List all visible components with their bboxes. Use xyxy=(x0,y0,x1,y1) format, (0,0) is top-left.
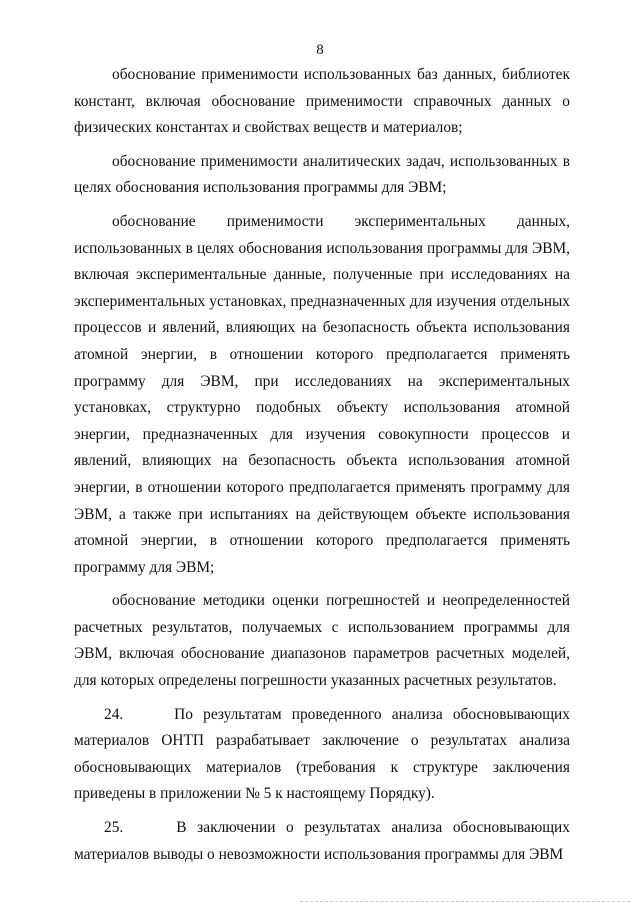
paragraph-item-24: 24. По результатам проведенного анализа обосновывающих материалов ОНТП разрабатывает заключение о результатах анализа обосновывающих материалов (требования к структуре заключения приведены в приложении № 5 к настоящему Порядку). xyxy=(74,705,570,803)
page-number: 8 xyxy=(316,42,324,58)
scan-edge-line xyxy=(300,901,630,903)
paragraph-analytical-tasks: обоснование применимости аналитических задач, использованных в целях обоснования использования программы для ЭВМ; xyxy=(74,152,570,197)
paragraph-databases-justification: обоснование применимости использованных баз данных, библиотек констант, включая обоснование применимости справочных данных о физических константах и свойствах веществ и материалов; xyxy=(74,66,570,137)
paragraph-error-methodology: обоснование методики оценки погрешностей и неопределенностей расчетных результатов, получаемых с использованием программы для ЭВМ, включая обоснование диапазонов параметров расчетных моделей, для которых определены погрешности указанных расчетных результатов. xyxy=(74,592,570,690)
paragraph-experimental-data: обоснование применимости экспериментальных данных, использованных в целях обоснования использования программы для ЭВМ, включая экспериментальные данные, полученные при исследованиях на экспериментальных установках, предназначенных для изучения отдельных процессов и явлений, влияющих на безопасность объекта использования атомной энергии, в отношении которого предполагается применять программу для ЭВМ, при исследованиях на экспериментальных установках, структурно подобных объекту использования атомной энергии, предназначенных для изучения совокупности процессов и явлений, влияющих на безопасность объекта использования атомной энергии, в отношении которого предполагается применять программу для ЭВМ, а также при испытаниях на действующем объекте использования атомной энергии, в отношении которого предполагается применять программу для ЭВМ; xyxy=(74,212,570,576)
document-body xyxy=(74,62,570,875)
paragraph-item-25: 25. В заключении о результатах анализа обосновывающих материалов выводы о невозможности использования программы для ЭВМ xyxy=(74,819,570,863)
